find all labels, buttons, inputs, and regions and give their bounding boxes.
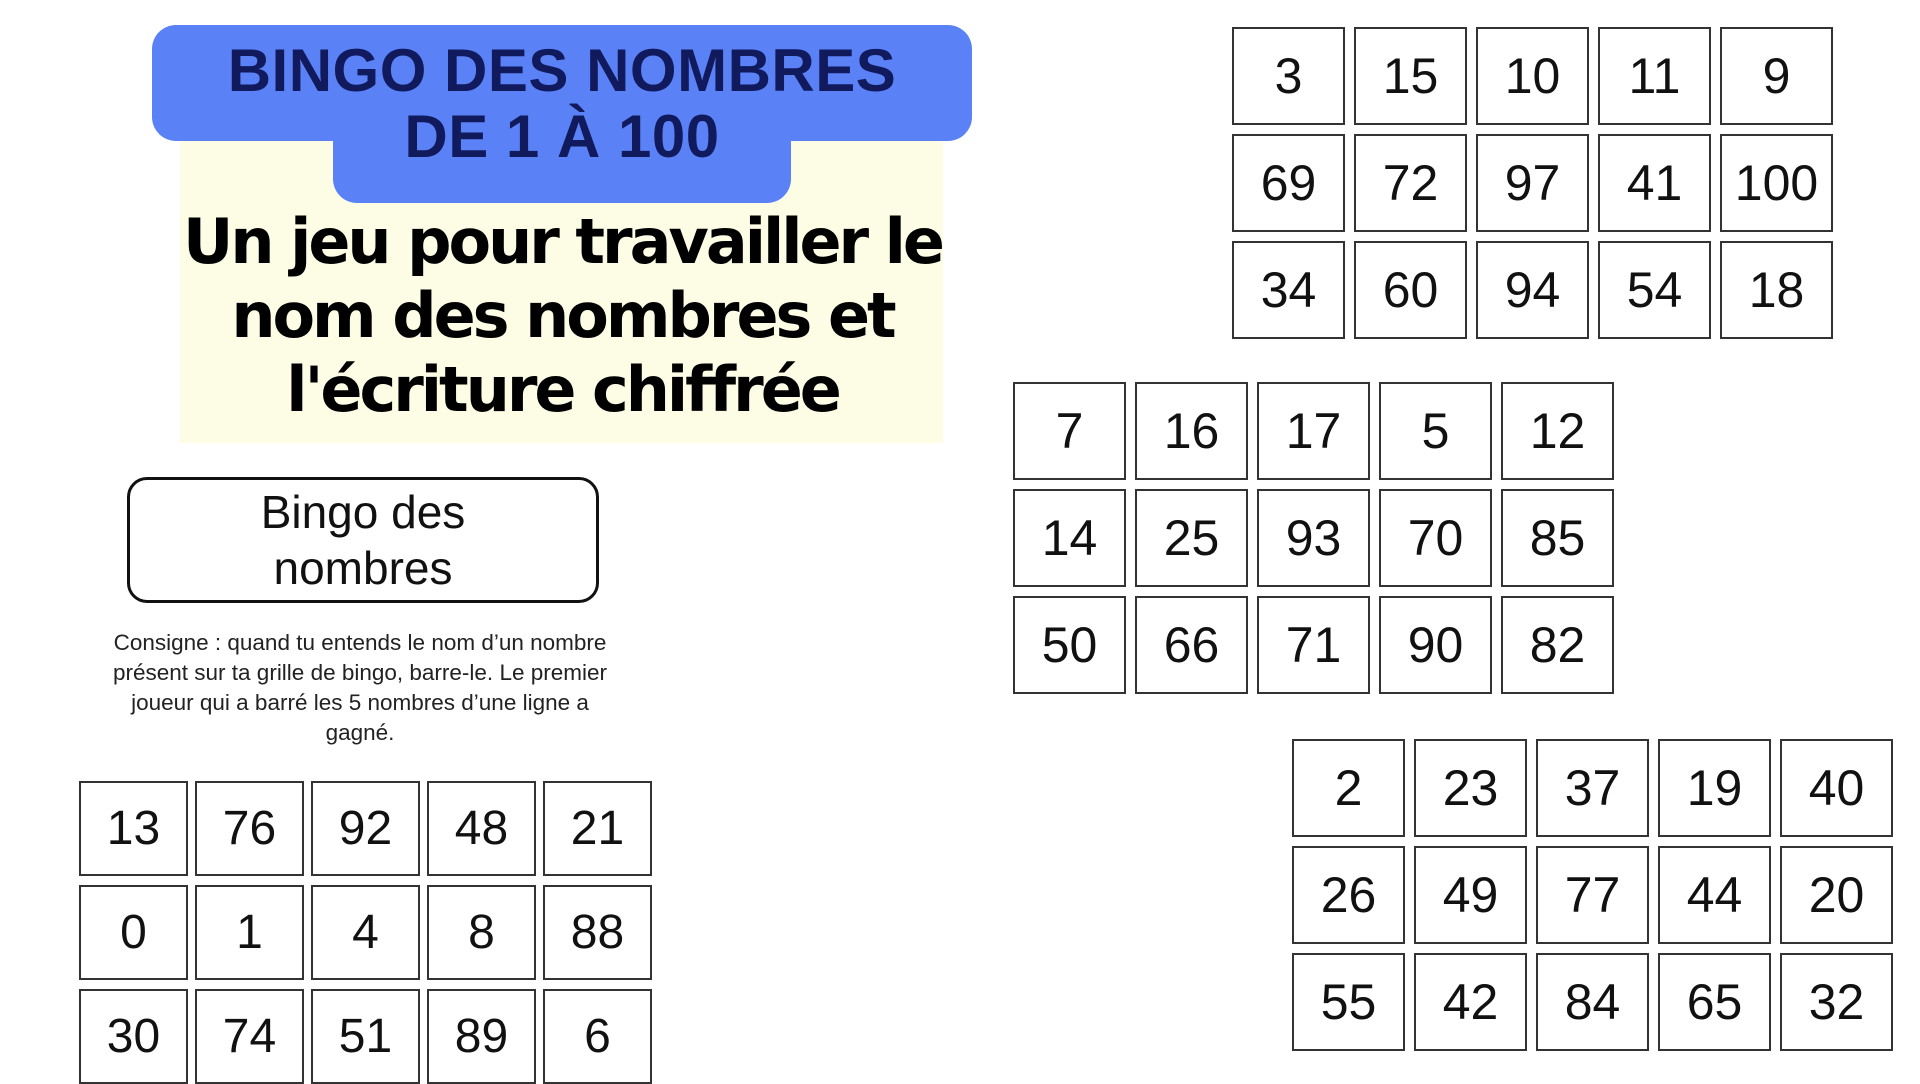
bingo-cell[interactable]: 15 [1354, 27, 1467, 125]
bingo-cell[interactable]: 66 [1135, 596, 1248, 694]
bingo-cell[interactable]: 3 [1232, 27, 1345, 125]
bingo-cell[interactable]: 65 [1658, 953, 1771, 1051]
instructions-line-4: gagné. [325, 720, 395, 745]
bingo-cell[interactable]: 93 [1257, 489, 1370, 587]
bingo-cell[interactable]: 42 [1414, 953, 1527, 1051]
instructions-line-3: joueur qui a barré les 5 nombres d’une ligne a [131, 690, 589, 715]
bingo-cell[interactable]: 23 [1414, 739, 1527, 837]
bingo-grid-middle [1013, 382, 1614, 694]
bingo-cell[interactable]: 11 [1598, 27, 1711, 125]
bingo-cell[interactable]: 85 [1501, 489, 1614, 587]
bingo-cell[interactable]: 6 [543, 989, 652, 1084]
bingo-cell[interactable]: 12 [1501, 382, 1614, 480]
bingo-cell[interactable]: 1 [195, 885, 304, 980]
bingo-cell[interactable]: 0 [79, 885, 188, 980]
subtitle-line-2: nom des nombres et [231, 279, 894, 352]
bingo-cell[interactable]: 100 [1720, 134, 1833, 232]
bingo-cell[interactable]: 5 [1379, 382, 1492, 480]
bingo-cell[interactable]: 20 [1780, 846, 1893, 944]
bingo-cell[interactable]: 51 [311, 989, 420, 1084]
page-subtitle [160, 205, 965, 427]
bingo-cell[interactable]: 7 [1013, 382, 1126, 480]
bingo-cell[interactable]: 49 [1414, 846, 1527, 944]
bingo-cell[interactable]: 72 [1354, 134, 1467, 232]
bingo-cell[interactable]: 76 [195, 781, 304, 876]
bingo-cell[interactable]: 34 [1232, 241, 1345, 339]
bingo-cell[interactable]: 21 [543, 781, 652, 876]
bingo-cell[interactable]: 44 [1658, 846, 1771, 944]
bingo-cell[interactable]: 90 [1379, 596, 1492, 694]
bingo-cell[interactable]: 71 [1257, 596, 1370, 694]
label-line-2: nombres [273, 542, 453, 594]
instructions-line-1: Consigne : quand tu entends le nom d’un nombre [113, 630, 607, 655]
page-title [152, 38, 972, 170]
bingo-cell[interactable]: 84 [1536, 953, 1649, 1051]
bingo-cell[interactable]: 82 [1501, 596, 1614, 694]
bingo-cell[interactable]: 89 [427, 989, 536, 1084]
bingo-cell[interactable]: 41 [1598, 134, 1711, 232]
bingo-grid-bottom-right [1292, 739, 1893, 1051]
bingo-cell[interactable]: 92 [311, 781, 420, 876]
bingo-cell[interactable]: 14 [1013, 489, 1126, 587]
bingo-cell[interactable]: 13 [79, 781, 188, 876]
bingo-cell[interactable]: 37 [1536, 739, 1649, 837]
bingo-cell[interactable]: 17 [1257, 382, 1370, 480]
instructions-line-2: présent sur ta grille de bingo, barre-le. Le premier [112, 660, 607, 685]
bingo-cell[interactable]: 60 [1354, 241, 1467, 339]
bingo-cell[interactable]: 8 [427, 885, 536, 980]
bingo-cell[interactable]: 94 [1476, 241, 1589, 339]
bingo-cell[interactable]: 70 [1379, 489, 1492, 587]
bingo-cell[interactable]: 69 [1232, 134, 1345, 232]
bingo-cell[interactable]: 48 [427, 781, 536, 876]
bingo-cell[interactable]: 25 [1135, 489, 1248, 587]
bingo-cell[interactable]: 26 [1292, 846, 1405, 944]
bingo-cell[interactable]: 19 [1658, 739, 1771, 837]
bingo-grid-bottom-left [79, 781, 652, 1084]
bingo-cell[interactable]: 77 [1536, 846, 1649, 944]
instructions-text [70, 628, 650, 748]
bingo-cell[interactable]: 55 [1292, 953, 1405, 1051]
bingo-cell[interactable]: 18 [1720, 241, 1833, 339]
label-line-1: Bingo des [260, 486, 466, 538]
bingo-grid-top-right [1232, 27, 1833, 339]
bingo-cell[interactable]: 4 [311, 885, 420, 980]
bingo-cell[interactable]: 88 [543, 885, 652, 980]
bingo-cell[interactable]: 32 [1780, 953, 1893, 1051]
bingo-cell[interactable]: 30 [79, 989, 188, 1084]
bingo-cell[interactable]: 2 [1292, 739, 1405, 837]
subtitle-line-1: Un jeu pour travailler le [183, 205, 942, 278]
title-line-2: DE 1 À 100 [404, 103, 720, 170]
bingo-cell[interactable]: 54 [1598, 241, 1711, 339]
subtitle-line-3: l'écriture chiffrée [286, 353, 839, 426]
bingo-cell[interactable]: 10 [1476, 27, 1589, 125]
bingo-cell[interactable]: 74 [195, 989, 304, 1084]
bingo-cell[interactable]: 97 [1476, 134, 1589, 232]
bingo-label-box [127, 477, 599, 603]
bingo-cell[interactable]: 16 [1135, 382, 1248, 480]
bingo-cell[interactable]: 9 [1720, 27, 1833, 125]
title-line-1: BINGO DES NOMBRES [227, 37, 897, 104]
bingo-cell[interactable]: 40 [1780, 739, 1893, 837]
bingo-cell[interactable]: 50 [1013, 596, 1126, 694]
